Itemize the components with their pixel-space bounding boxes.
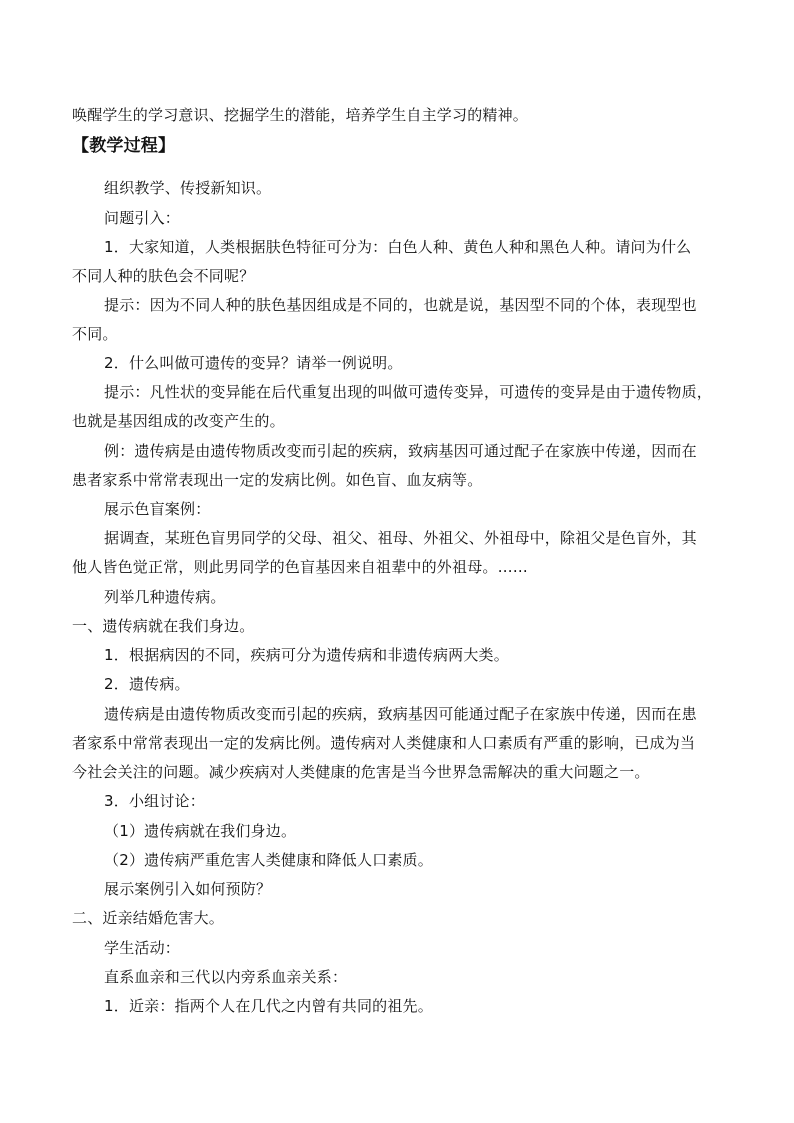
text-line: 提示：凡性状的变异能在后代重复出现的叫做可遗传变异，可遗传的变异是由于遗传物质， <box>104 383 713 401</box>
section-subheading: 二、近亲结婚危害大。 <box>72 909 225 927</box>
text-line: 提示：因为不同人种的肤色基因组成是不同的，也就是说，基因型不同的个体，表现型也 <box>104 296 697 314</box>
text-line: 遗传病是由遗传物质改变而引起的疾病，致病基因可能通过配子在家族中传递，因而在患 <box>104 705 697 723</box>
text-line: 3．小组讨论： <box>104 792 205 810</box>
text-line: 不同人种的肤色会不同呢？ <box>72 267 255 285</box>
text-line: 2．遗传病。 <box>104 675 190 693</box>
text-line: 例：遗传病是由遗传物质改变而引起的疾病，致病基因可通过配子在家族中传递，因而在 <box>104 442 697 460</box>
text-line: 1．根据病因的不同，疾病可分为遗传病和非遗传病两大类。 <box>104 646 509 664</box>
text-line: 他人皆色觉正常，则此男同学的色盲基因来自祖辈中的外祖母。…… <box>72 558 529 576</box>
text-line: 1．大家知道，人类根据肤色特征可分为：白色人种、黄色人种和黑色人种。请问为什么 <box>104 238 692 256</box>
text-line: 唤醒学生的学习意识、挖掘学生的潜能，培养学生自主学习的精神。 <box>72 106 529 124</box>
section-subheading: 一、遗传病就在我们身边。 <box>72 617 255 635</box>
text-line: 者家系中常常表现出一定的发病比例。遗传病对人类健康和人口素质有严重的影响，已成为当 <box>72 734 696 752</box>
text-line: 据调查，某班色盲男同学的父母、祖父、祖母、外祖父、外祖母中，除祖父是色盲外，其 <box>104 529 697 547</box>
text-line: （2）遗传病严重危害人类健康和降低人口素质。 <box>104 851 433 869</box>
text-line: 展示案例引入如何预防？ <box>104 880 272 898</box>
text-line: 也就是基因组成的改变产生的。 <box>72 412 285 430</box>
text-line: 展示色盲案例： <box>104 500 211 518</box>
text-line: 问题引入： <box>104 209 181 227</box>
section-heading: 【教学过程】 <box>72 136 176 156</box>
text-line: 列举几种遗传病。 <box>104 588 226 606</box>
text-line: 2．什么叫做可遗传的变异？请举一例说明。 <box>104 354 403 372</box>
text-line: 今社会关注的问题。减少疾病对人类健康的危害是当今世界急需解决的重大问题之一。 <box>72 763 650 781</box>
text-line: 患者家系中常常表现出一定的发病比例。如色盲、血友病等。 <box>72 471 483 489</box>
text-line: 1．近亲：指两个人在几代之内曾有共同的祖先。 <box>104 997 433 1015</box>
text-line: （1）遗传病就在我们身边。 <box>104 822 297 840</box>
text-line: 组织教学、传授新知识。 <box>104 179 272 197</box>
text-line: 直系血亲和三代以内旁系血亲关系： <box>104 968 348 986</box>
text-line: 学生活动： <box>104 939 181 957</box>
text-line: 不同。 <box>72 325 118 343</box>
